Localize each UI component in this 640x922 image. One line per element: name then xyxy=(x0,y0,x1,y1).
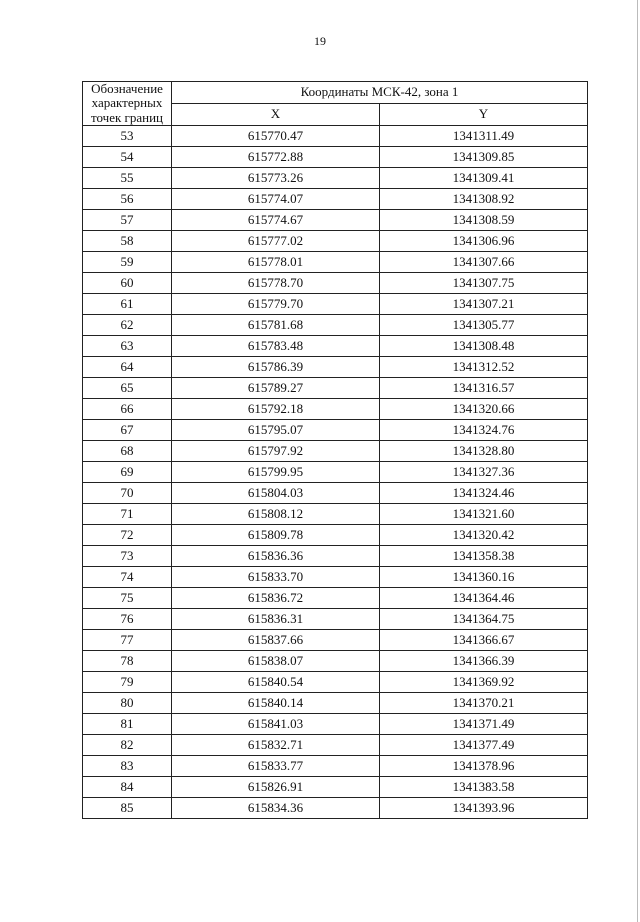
x-coordinate-cell: 615786.39 xyxy=(172,357,380,378)
y-coordinate-cell: 1341320.42 xyxy=(380,525,588,546)
x-coordinate-cell: 615833.70 xyxy=(172,567,380,588)
x-coordinate-cell: 615773.26 xyxy=(172,168,380,189)
table-row xyxy=(83,399,588,420)
x-coordinate-cell: 615781.68 xyxy=(172,315,380,336)
table-row xyxy=(83,504,588,525)
point-number-cell: 63 xyxy=(83,336,172,357)
point-number-cell: 57 xyxy=(83,210,172,231)
table-row xyxy=(83,546,588,567)
table-row xyxy=(83,294,588,315)
x-coordinate-cell: 615834.36 xyxy=(172,798,380,819)
table-row xyxy=(83,756,588,777)
x-coordinate-cell: 615836.72 xyxy=(172,588,380,609)
x-column-header: X xyxy=(172,104,380,126)
x-coordinate-cell: 615833.77 xyxy=(172,756,380,777)
x-coordinate-cell: 615778.01 xyxy=(172,252,380,273)
x-coordinate-cell: 615774.07 xyxy=(172,189,380,210)
x-coordinate-cell: 615778.70 xyxy=(172,273,380,294)
y-coordinate-cell: 1341378.96 xyxy=(380,756,588,777)
point-number-cell: 64 xyxy=(83,357,172,378)
table-row xyxy=(83,777,588,798)
x-coordinate-cell: 615783.48 xyxy=(172,336,380,357)
x-coordinate-cell: 615779.70 xyxy=(172,294,380,315)
x-coordinate-cell: 615837.66 xyxy=(172,630,380,651)
point-number-cell: 84 xyxy=(83,777,172,798)
point-number-cell: 82 xyxy=(83,735,172,756)
point-number-cell: 58 xyxy=(83,231,172,252)
y-coordinate-cell: 1341358.38 xyxy=(380,546,588,567)
x-coordinate-cell: 615838.07 xyxy=(172,651,380,672)
table-row xyxy=(83,462,588,483)
x-coordinate-cell: 615840.14 xyxy=(172,693,380,714)
point-number-cell: 61 xyxy=(83,294,172,315)
point-number-cell: 53 xyxy=(83,126,172,147)
table-row xyxy=(83,378,588,399)
point-number-cell: 72 xyxy=(83,525,172,546)
y-coordinate-cell: 1341369.92 xyxy=(380,672,588,693)
coordinates-group-header: Координаты МСК-42, зона 1 xyxy=(172,82,588,104)
point-number-cell: 76 xyxy=(83,609,172,630)
y-coordinate-cell: 1341312.52 xyxy=(380,357,588,378)
x-coordinate-cell: 615772.88 xyxy=(172,147,380,168)
point-column-header: Обозначение характерных точек границ xyxy=(83,82,172,126)
y-coordinate-cell: 1341311.49 xyxy=(380,126,588,147)
table-body xyxy=(83,126,588,819)
y-coordinate-cell: 1341308.59 xyxy=(380,210,588,231)
point-number-cell: 83 xyxy=(83,756,172,777)
table-row xyxy=(83,588,588,609)
point-number-cell: 66 xyxy=(83,399,172,420)
point-number-cell: 68 xyxy=(83,441,172,462)
x-coordinate-cell: 615836.31 xyxy=(172,609,380,630)
point-number-cell: 79 xyxy=(83,672,172,693)
point-number-cell: 78 xyxy=(83,651,172,672)
header-row xyxy=(83,82,588,104)
table-row xyxy=(83,483,588,504)
y-coordinate-cell: 1341360.16 xyxy=(380,567,588,588)
y-coordinate-cell: 1341370.21 xyxy=(380,693,588,714)
y-coordinate-cell: 1341366.39 xyxy=(380,651,588,672)
point-number-cell: 67 xyxy=(83,420,172,441)
point-number-cell: 55 xyxy=(83,168,172,189)
table-row xyxy=(83,231,588,252)
y-coordinate-cell: 1341377.49 xyxy=(380,735,588,756)
y-coordinate-cell: 1341366.67 xyxy=(380,630,588,651)
page-number: 19 xyxy=(314,34,326,48)
point-number-cell: 74 xyxy=(83,567,172,588)
x-coordinate-cell: 615792.18 xyxy=(172,399,380,420)
point-number-cell: 77 xyxy=(83,630,172,651)
y-coordinate-cell: 1341371.49 xyxy=(380,714,588,735)
point-number-cell: 73 xyxy=(83,546,172,567)
point-number-cell: 60 xyxy=(83,273,172,294)
x-coordinate-cell: 615808.12 xyxy=(172,504,380,525)
x-coordinate-cell: 615826.91 xyxy=(172,777,380,798)
y-coordinate-cell: 1341305.77 xyxy=(380,315,588,336)
x-coordinate-cell: 615809.78 xyxy=(172,525,380,546)
table-row xyxy=(83,189,588,210)
x-coordinate-cell: 615795.07 xyxy=(172,420,380,441)
point-number-cell: 80 xyxy=(83,693,172,714)
table-row xyxy=(83,525,588,546)
x-coordinate-cell: 615789.27 xyxy=(172,378,380,399)
table-row xyxy=(83,693,588,714)
coordinates-table xyxy=(82,81,588,819)
table-row xyxy=(83,357,588,378)
table-row xyxy=(83,147,588,168)
y-coordinate-cell: 1341308.92 xyxy=(380,189,588,210)
y-coordinate-cell: 1341307.66 xyxy=(380,252,588,273)
table-row xyxy=(83,630,588,651)
point-number-cell: 65 xyxy=(83,378,172,399)
y-coordinate-cell: 1341307.75 xyxy=(380,273,588,294)
x-coordinate-cell: 615840.54 xyxy=(172,672,380,693)
point-number-cell: 69 xyxy=(83,462,172,483)
table-row xyxy=(83,567,588,588)
y-coordinate-cell: 1341364.46 xyxy=(380,588,588,609)
point-number-cell: 54 xyxy=(83,147,172,168)
y-coordinate-cell: 1341309.41 xyxy=(380,168,588,189)
table-row xyxy=(83,798,588,819)
y-coordinate-cell: 1341328.80 xyxy=(380,441,588,462)
x-coordinate-cell: 615774.67 xyxy=(172,210,380,231)
y-coordinate-cell: 1341307.21 xyxy=(380,294,588,315)
y-coordinate-cell: 1341393.96 xyxy=(380,798,588,819)
y-column-header: Y xyxy=(380,104,588,126)
x-coordinate-cell: 615841.03 xyxy=(172,714,380,735)
point-number-cell: 85 xyxy=(83,798,172,819)
y-coordinate-cell: 1341320.66 xyxy=(380,399,588,420)
x-coordinate-cell: 615770.47 xyxy=(172,126,380,147)
x-coordinate-cell: 615777.02 xyxy=(172,231,380,252)
table-row xyxy=(83,336,588,357)
table-row xyxy=(83,273,588,294)
point-number-cell: 59 xyxy=(83,252,172,273)
y-coordinate-cell: 1341383.58 xyxy=(380,777,588,798)
x-coordinate-cell: 615832.71 xyxy=(172,735,380,756)
table-row xyxy=(83,714,588,735)
table-row xyxy=(83,420,588,441)
table-row xyxy=(83,609,588,630)
y-coordinate-cell: 1341306.96 xyxy=(380,231,588,252)
table-row xyxy=(83,168,588,189)
y-coordinate-cell: 1341316.57 xyxy=(380,378,588,399)
y-coordinate-cell: 1341308.48 xyxy=(380,336,588,357)
point-number-cell: 81 xyxy=(83,714,172,735)
table-row xyxy=(83,672,588,693)
y-coordinate-cell: 1341324.76 xyxy=(380,420,588,441)
x-coordinate-cell: 615836.36 xyxy=(172,546,380,567)
table-row xyxy=(83,441,588,462)
table-row xyxy=(83,651,588,672)
y-coordinate-cell: 1341364.75 xyxy=(380,609,588,630)
point-number-cell: 71 xyxy=(83,504,172,525)
table-row xyxy=(83,252,588,273)
x-coordinate-cell: 615799.95 xyxy=(172,462,380,483)
point-number-cell: 56 xyxy=(83,189,172,210)
y-coordinate-cell: 1341309.85 xyxy=(380,147,588,168)
y-coordinate-cell: 1341321.60 xyxy=(380,504,588,525)
y-coordinate-cell: 1341327.36 xyxy=(380,462,588,483)
table-row xyxy=(83,315,588,336)
y-coordinate-cell: 1341324.46 xyxy=(380,483,588,504)
point-number-cell: 70 xyxy=(83,483,172,504)
table-row xyxy=(83,735,588,756)
x-coordinate-cell: 615797.92 xyxy=(172,441,380,462)
x-coordinate-cell: 615804.03 xyxy=(172,483,380,504)
point-number-cell: 62 xyxy=(83,315,172,336)
page-edge xyxy=(637,0,638,922)
point-number-cell: 75 xyxy=(83,588,172,609)
table-row xyxy=(83,210,588,231)
table-row xyxy=(83,126,588,147)
